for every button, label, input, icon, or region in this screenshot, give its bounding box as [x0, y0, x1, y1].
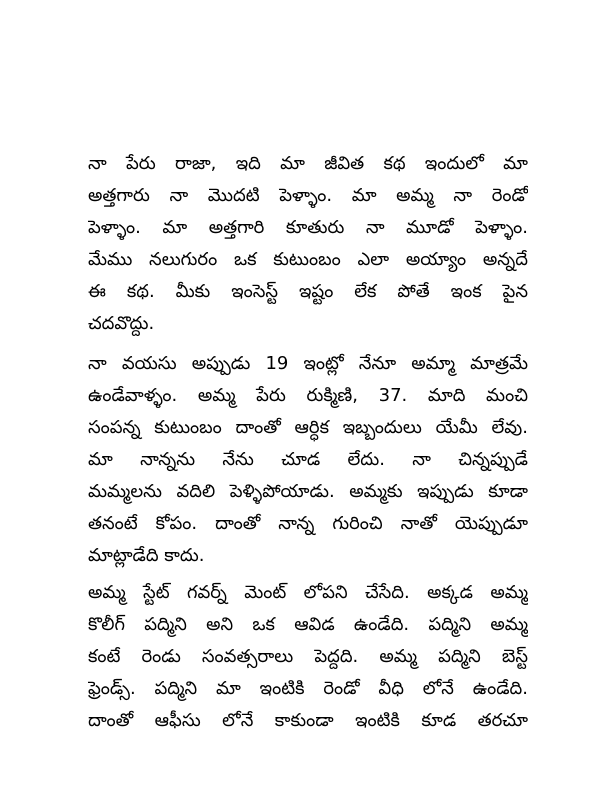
- text-line: అమ్మ స్టేట్ గవర్న్ మెంట్ లోపని చేసేది. అక్కడ అమ్మ: [88, 582, 528, 603]
- text-line: కంటే రెండు సంవత్సరాలు పెద్దది. అమ్మ పద్మిని బెస్ట్: [88, 646, 528, 667]
- text-line: సంపన్న కుటుంబం దాంతో ఆర్ధిక ఇబ్బందులు యేమీ లేవు.: [88, 417, 528, 438]
- text-line: మా నాన్నను నేను చూడ లేదు. నా చిన్నప్పుడే: [88, 449, 528, 470]
- text-line: కొలీగ్ పద్మిని అని ఒక ఆవిడ ఉండేది. పద్మిని అమ్మ: [88, 614, 528, 635]
- text-line: మమ్మలను వదిలి పెళ్ళిపోయాడు. అమ్మకు ఇప్పుడు కూడా: [88, 481, 528, 502]
- text-line: పెళ్ళాం. మా అత్తగారి కూతురు నా మూడో పెళ్ళాం.: [88, 217, 528, 238]
- text-line: ఈ కథ. మీకు ఇంసెస్ట్ ఇష్టం లేక పోతే ఇంక పైన: [88, 281, 528, 302]
- paragraph-2: [88, 348, 528, 572]
- text-line: చదవొద్దు.: [88, 313, 155, 334]
- text-line: దాంతో ఆఫీసు లోనే కాకుండా ఇంటికి కూడ తరచూ: [88, 710, 528, 731]
- text-line: మేము నలుగురం ఒక కుటుంబం ఎలా అయ్యాం అన్నదే: [88, 249, 528, 270]
- text-line: ఫ్రెండ్స్. పద్మిని మా ఇంటికి రెండో వీధి లోనే ఉండేది.: [88, 678, 528, 699]
- text-line: తనంటే కోపం. దాంతో నాన్న గురించి నాతో యెప్పుడూ: [88, 513, 528, 534]
- text-line: మాట్లాడేది కాదు.: [88, 545, 205, 566]
- text-line: అత్తగారు నా మొదటి పెళ్ళాం. మా అమ్మ నా రెండో: [88, 185, 528, 206]
- paragraph-3: [88, 577, 528, 737]
- text-line: నా వయసు అప్పుడు 19 ఇంట్లో నేనూ అమ్మా మాత్రమే: [88, 353, 528, 374]
- text-line: ఉండేవాళ్ళం. అమ్మ పేరు రుక్మిణి, 37. మాది మంచి: [88, 385, 528, 406]
- text-line: నా పేరు రాజా, ఇది మా జీవిత కథ ఇందులో మా: [88, 153, 528, 174]
- paragraph-1: [88, 148, 528, 340]
